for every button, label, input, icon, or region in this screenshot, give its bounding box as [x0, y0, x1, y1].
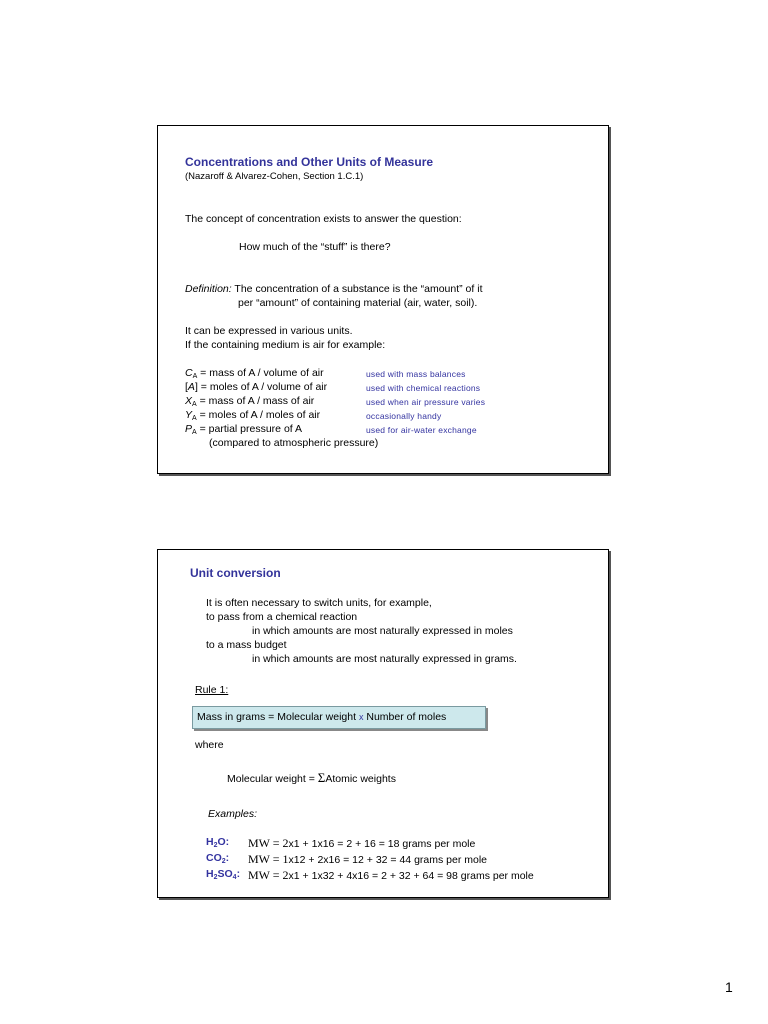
- slide-unit-conversion: [157, 549, 609, 898]
- definition: = mass of A / mass of air: [196, 395, 315, 407]
- symbol: A: [187, 381, 195, 393]
- subscript: A: [192, 415, 197, 422]
- unit-row-ya: [185, 409, 320, 421]
- symbol: X: [185, 395, 193, 407]
- definition: = moles of A / volume of air: [197, 381, 328, 393]
- para-line-3: in which amounts are most naturally expressed in moles: [252, 625, 513, 637]
- expressed-line-2: If the containing medium is air for example:: [185, 339, 386, 351]
- examples-label: Examples:: [208, 808, 258, 820]
- definition: = moles of A / moles of air: [196, 409, 321, 421]
- para-line-4: to a mass budget: [206, 639, 287, 651]
- where-text: where: [195, 739, 224, 751]
- bracket-close: ]: [194, 381, 198, 393]
- para-line-2: to pass from a chemical reaction: [206, 611, 358, 623]
- rule-label: Rule 1:: [195, 684, 229, 696]
- definition-line-1: [185, 283, 482, 295]
- subscript: A: [192, 429, 197, 436]
- rule-formula-left: Mass in grams = Molecular weight: [197, 711, 359, 723]
- intro-text: The concept of concentration exists to answer the question:: [185, 213, 462, 225]
- symbol: C: [185, 367, 193, 379]
- unit-note: used with mass balances: [366, 369, 466, 379]
- calculation: x1 + 1x16 = 2 + 16 = 18 grams per mole: [288, 838, 476, 850]
- unit-note: used when air pressure varies: [366, 397, 486, 407]
- mw-prefix: MW = 1: [248, 852, 289, 866]
- unit-row-xa: [185, 395, 314, 407]
- question-text: How much of the “stuff” is there?: [239, 241, 391, 253]
- para-line-5: in which amounts are most naturally expressed in grams.: [252, 653, 517, 665]
- example-h2so4: [248, 866, 534, 884]
- multiply-sign: x: [358, 712, 364, 722]
- rule-box: [192, 706, 486, 729]
- slide-concentrations: [157, 125, 609, 474]
- molecular-weight-formula: [227, 770, 396, 786]
- symbol: P: [185, 423, 193, 435]
- slide-title: Unit conversion: [190, 566, 281, 580]
- subscript: A: [192, 401, 197, 408]
- slide-title: Concentrations and Other Units of Measure: [185, 155, 434, 169]
- mw-prefix: MW = 2: [248, 836, 289, 850]
- calculation: x12 + 2x16 = 12 + 32 = 44 grams per mole: [288, 854, 488, 866]
- formula-co2: $CO_2$:: [206, 852, 230, 865]
- mw-right: Atomic weights: [325, 773, 396, 785]
- symbol: Y: [185, 409, 193, 421]
- compared-text: (compared to atmospheric pressure): [209, 437, 379, 449]
- bracket-open: [: [185, 381, 188, 393]
- para-line-1: It is often necessary to switch units, for example,: [206, 597, 432, 609]
- rule-formula-right: Number of moles: [363, 711, 447, 723]
- unit-note: occasionally handy: [366, 411, 442, 421]
- definition: = partial pressure of A: [196, 423, 303, 435]
- definition-text: The concentration of a substance is the “amount” of it: [231, 283, 483, 295]
- page-number: 1: [725, 979, 733, 995]
- rule-formula: [197, 711, 446, 723]
- unit-row-ca: [185, 367, 324, 379]
- definition-label: Definition:: [185, 283, 232, 295]
- definition-line-2: per “amount” of containing material (air, water, soil).: [238, 297, 478, 309]
- subscript: A: [192, 373, 198, 380]
- unit-note: used with chemical reactions: [366, 383, 481, 393]
- unit-row-pa: [185, 423, 302, 435]
- formula-h2so4: $H_2SO_4$:: [206, 868, 241, 881]
- definition: = mass of A / volume of air: [197, 367, 324, 379]
- expressed-line-1: It can be expressed in various units.: [185, 325, 353, 337]
- unit-row-a-bracket: [185, 381, 327, 393]
- unit-note: used for air-water exchange: [366, 425, 477, 435]
- formula-h2o: $H_2O$:: [206, 836, 230, 849]
- mw-left: Molecular weight =: [227, 773, 318, 785]
- calculation: x1 + 1x32 + 4x16 = 2 + 32 + 64 = 98 grams per mole: [288, 870, 534, 882]
- sigma-symbol: Σ: [317, 770, 326, 785]
- mw-prefix: MW = 2: [248, 868, 289, 882]
- citation: (Nazaroff & Alvarez-Cohen, Section 1.C.1): [185, 171, 364, 182]
